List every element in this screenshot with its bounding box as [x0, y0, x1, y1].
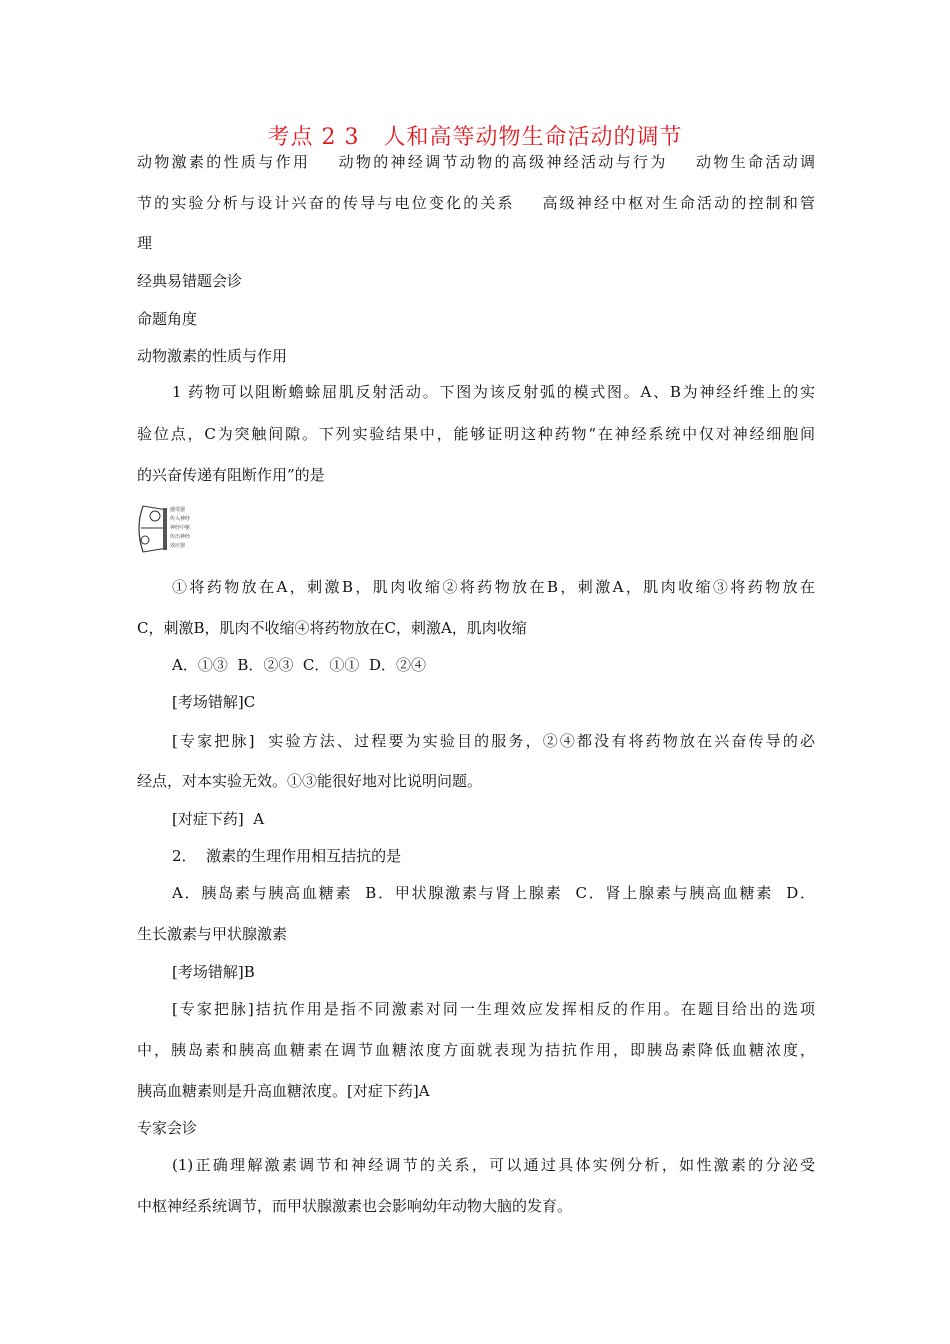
figure-label: 效应器	[170, 543, 186, 549]
question-2-options: 生长激素与甲状腺激素	[137, 925, 288, 943]
question-1-statements: ①将药物放在A，刺激B，肌肉收缩②将药物放在B，刺激A，肌肉收缩③将药物放在	[172, 578, 815, 596]
question-1-answer: [对症下药] A	[172, 810, 265, 828]
question-1-text: 1 药物可以阻断蟾蜍屈肌反射活动。下图为该反射弧的模式图。A、B为神经纤维上的实	[172, 383, 815, 401]
reflex-arc-path	[139, 506, 143, 552]
document-title: 考点 2 3 人和高等动物生命活动的调节	[267, 125, 683, 150]
question-2-text: 2． 激素的生理作用相互拮抗的是	[172, 847, 402, 865]
figure-label: 感受器	[170, 507, 186, 513]
question-1-text: 的兴奋传递有阻断作用”的是	[137, 466, 325, 484]
figure-label: 神经中枢	[170, 525, 191, 531]
section-heading: 专家会诊	[137, 1119, 198, 1137]
section-heading: 命题角度	[137, 310, 198, 328]
question-1-options: A．①③ B．②③ C．①① D．②④	[172, 656, 426, 674]
question-2-analysis: 胰高血糖素则是升高血糖浓度。[对症下药]A	[137, 1082, 430, 1100]
question-1-analysis: 经点，对本实验无效。①③能很好地对比说明问题。	[137, 772, 483, 790]
topic-line: 节的实验分析与设计兴奋的传导与电位变化的关系 高级神经中枢对生命活动的控制和管	[137, 194, 815, 212]
question-2-wrong-answer: [考场错解]B	[172, 963, 255, 981]
figure-label: 传入神经	[170, 516, 191, 522]
question-2-options: A．胰岛素与胰高血糖素 B．甲状腺激素与肾上腺素 C．肾上腺素与胰高血糖素 D．	[172, 884, 815, 902]
consult-text: 中枢神经系统调节，而甲状腺激素也会影响幼年动物大脑的发育。	[137, 1197, 573, 1215]
question-1-analysis: [专家把脉] 实验方法、过程要为实验目的服务，②④都没有将药物放在兴奋传导的必	[172, 732, 815, 750]
neuron-body-icon	[141, 536, 149, 544]
section-heading: 动物激素的性质与作用	[137, 347, 288, 365]
consult-text: (1)正确理解激素调节和神经调节的关系，可以通过具体实例分析，如性激素的分泌受	[172, 1156, 815, 1174]
question-2-analysis: 中，胰岛素和胰高血糖素在调节血糖浓度方面就表现为拮抗作用，即胰岛素降低血糖浓度，	[137, 1041, 815, 1059]
topic-line: 动物激素的性质与作用 动物的神经调节动物的高级神经活动与行为 动物生命活动调	[137, 153, 815, 171]
question-1-wrong-answer: [考场错解]C	[172, 693, 256, 711]
reflex-arc-figure	[133, 500, 197, 558]
spinal-cord-bar	[163, 508, 167, 550]
neuron-body-icon	[150, 511, 160, 521]
figure-label: 传出神经	[170, 534, 191, 540]
question-2-analysis: [专家把脉]拮抗作用是指不同激素对同一生理效应发挥相反的作用。在题目给出的选项	[172, 1000, 815, 1018]
topic-line: 理	[137, 234, 153, 252]
question-1-statements: C，刺激B，肌肉不收缩④将药物放在C，刺激A，肌肉收缩	[137, 619, 527, 637]
section-heading: 经典易错题会诊	[137, 272, 243, 290]
question-1-text: 验位点，C为突触间隙。下列实验结果中，能够证明这种药物“在神经系统中仅对神经细胞间	[137, 425, 815, 443]
